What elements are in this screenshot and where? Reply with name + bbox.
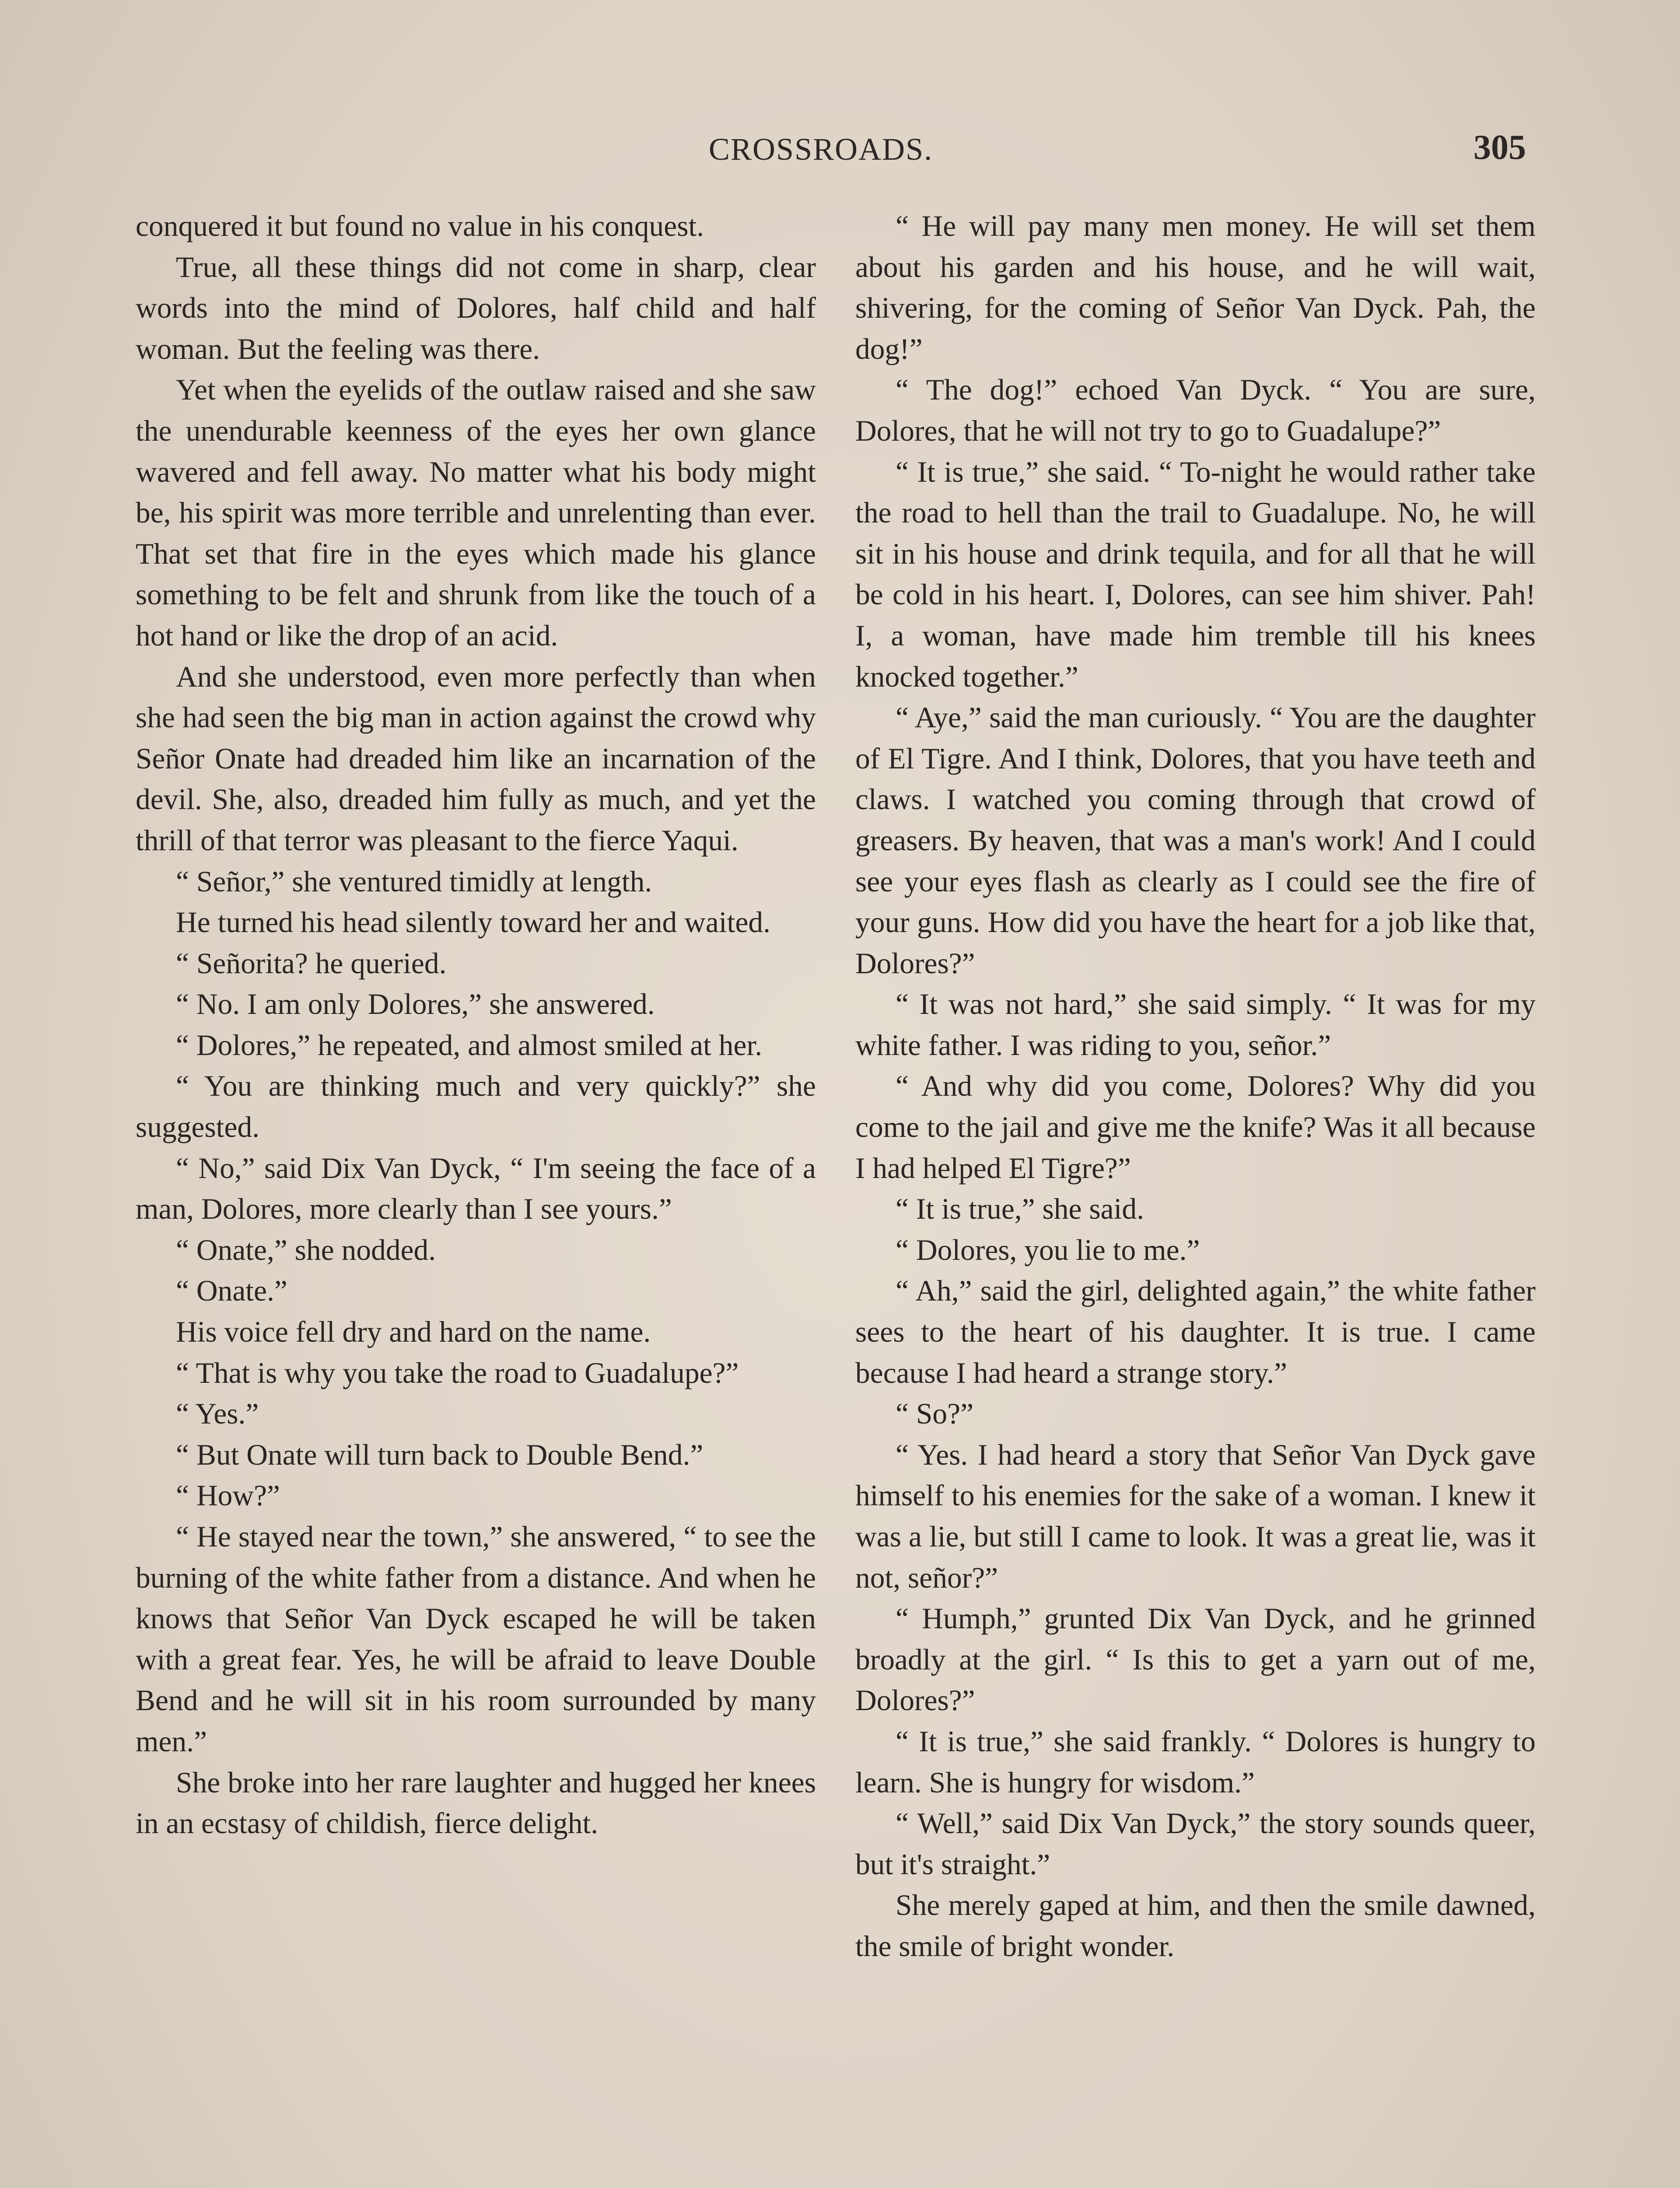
paragraph: “ No. I am only Dolores,” she answered.	[176, 988, 655, 1021]
paragraph: “ He will pay many men money. He will set them about his garden and his house, and he will wait, shivering, for the coming of Señor Van Dyck. Pah, the dog!”	[855, 210, 1536, 365]
paragraph: He turned his head silently toward her and waited.	[176, 906, 770, 939]
paragraph: “ Yes. I had heard a story that Señor Van Dyck gave himself to his enemies for the sake of a woman. I knew it was a lie, but still I came to look. It was a great lie, was it not, señor?”	[855, 1438, 1536, 1594]
paragraph: “ You are thinking much and very quickly?” she suggested.	[136, 1069, 816, 1144]
paragraph: “ That is why you take the road to Guadalupe?”	[176, 1356, 739, 1389]
paragraph: “ He stayed near the town,” she answered, “ to see the burning of the white father from a distance. And when he knows that Señor Van Dyck escaped he will be taken with a great fear. Yes, he will be afraid to leave Double Bend and he will sit in his room surrounded by many men.”	[136, 1520, 816, 1758]
paragraph: “ It is true,” she said frankly. “ Dolores is hungry to learn. She is hungry for wisdom.”	[855, 1725, 1536, 1799]
paragraph: “ Yes.”	[176, 1397, 259, 1431]
running-head: CROSSROADS.	[709, 132, 933, 167]
paragraph: “ Humph,” grunted Dix Van Dyck, and he grinned broadly at the girl. “ Is this to get a yarn out of me, Dolores?”	[855, 1602, 1536, 1717]
paragraph: “ It is true,” she said. “ To-night he would rather take the road to hell than the trail to Guadalupe. No, he will sit in his house and drink tequila, and for all that he will be cold in his heart. I, Dolores, can see him shiver. Pah! I, a woman, have made him tremble till his knees knocked together.”	[855, 455, 1536, 693]
paragraph: “ It was not hard,” she said simply. “ It was for my white father. I was riding to you, señor.”	[855, 988, 1536, 1062]
paragraph: “ Aye,” said the man curiously. “ You are the daughter of El Tigre. And I think, Dolores, that you have teeth and claws. I watched you coming through that crowd of greasers. By heaven, that was a man's work! And I could see your eyes flash as clearly as I could see the fire of your guns. How did you have the heart for a job like that, Dolores?”	[855, 701, 1536, 980]
paragraph: She broke into her rare laughter and hugged her knees in an ecstasy of childish, fierce delight.	[136, 1766, 816, 1840]
paragraph: “ And why did you come, Dolores? Why did you come to the jail and give me the knife? Was it all because I had helped El Tigre?”	[855, 1069, 1536, 1185]
paragraph: Yet when the eyelids of the outlaw raised and she saw the unendurable keenness of the eyes her own glance wavered and fell away. No matter what his body might be, his spirit was more terrible and unrelenting than ever. That set that fire in the eyes which made his glance something to be felt and shrunk from like the touch of a hot hand or like the drop of an acid.	[136, 373, 816, 652]
paragraph: conquered it but found no value in his conquest.	[136, 210, 704, 242]
left-column	[136, 206, 816, 1844]
paragraph: “ Dolores,” he repeated, and almost smiled at her.	[176, 1028, 763, 1062]
paragraph: “ Señor,” she ventured timidly at length.	[176, 865, 652, 898]
paragraph: “ Well,” said Dix Van Dyck,” the story sounds queer, but it's straight.”	[855, 1807, 1536, 1881]
paragraph: “ The dog!” echoed Van Dyck. “ You are sure, Dolores, that he will not try to go to Guadalupe?”	[855, 373, 1536, 447]
paragraph: “ So?”	[896, 1397, 974, 1431]
paragraph: “ Onate.”	[176, 1274, 287, 1308]
paragraph: His voice fell dry and hard on the name.	[176, 1315, 651, 1349]
right-column	[855, 206, 1536, 1967]
paragraph: “ How?”	[176, 1479, 280, 1512]
paragraph: “ Dolores, you lie to me.”	[896, 1233, 1200, 1266]
paragraph: “ Onate,” she nodded.	[176, 1233, 436, 1266]
page-number: 305	[1474, 128, 1526, 167]
paragraph: And she understood, even more perfectly than when she had seen the big man in action against the crowd why Señor Onate had dreaded him like an incarnation of the devil. She, also, dreaded him fully as much, and yet the thrill of that terror was pleasant to the fierce Yaqui.	[136, 660, 816, 857]
paragraph: True, all these things did not come in sharp, clear words into the mind of Dolores, half child and half woman. But the feeling was there.	[136, 250, 816, 365]
paragraph: “ No,” said Dix Van Dyck, “ I'm seeing the face of a man, Dolores, more clearly than I see yours.”	[136, 1151, 816, 1226]
paragraph: “ Señorita? he queried.	[176, 947, 447, 980]
paragraph: She merely gaped at him, and then the smile dawned, the smile of bright wonder.	[855, 1889, 1536, 1963]
paragraph: “ Ah,” said the girl, delighted again,” the white father sees to the heart of his daughter. It is true. I came because I had heard a strange story.”	[855, 1274, 1536, 1389]
paragraph: “ It is true,” she said.	[896, 1192, 1144, 1226]
paragraph: “ But Onate will turn back to Double Bend.”	[176, 1438, 704, 1471]
